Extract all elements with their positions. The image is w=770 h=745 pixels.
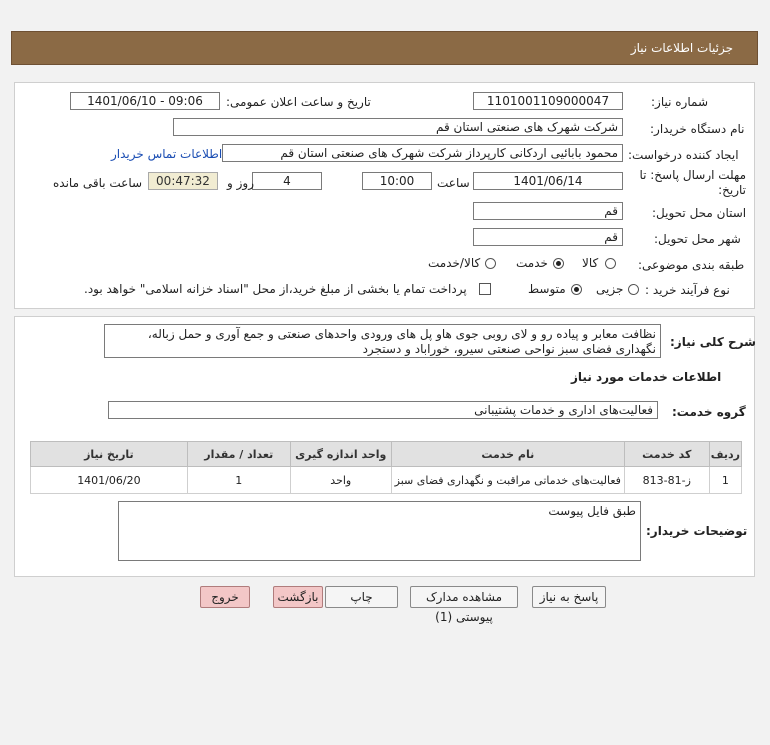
- cell-date: 1401/06/20: [31, 467, 188, 494]
- process-medium-label: متوسط: [528, 282, 566, 296]
- buyer-label: نام دستگاه خریدار:: [650, 122, 745, 136]
- col-code-header: کد خدمت: [624, 442, 709, 467]
- service-group-field: فعالیت‌های اداری و خدمات پشتیبانی: [108, 401, 658, 419]
- col-unit-header: واحد اندازه گیری: [290, 442, 391, 467]
- table-row: [31, 467, 742, 494]
- days-field: 4: [252, 172, 322, 190]
- category-service-label: خدمت: [516, 256, 548, 270]
- category-label: طبقه بندی موضوعی:: [638, 258, 745, 272]
- buyer-contact-link[interactable]: اطلاعات تماس خریدار: [111, 147, 223, 161]
- buyer-notes-text: طبق فایل پیوست: [118, 501, 641, 561]
- category-radio-goods-service[interactable]: [485, 258, 496, 269]
- deadline-time-label: ساعت: [437, 176, 470, 190]
- services-table: [30, 441, 742, 494]
- category-goods-service-label: کالا/خدمت: [428, 256, 481, 270]
- deadline-time-field: 10:00: [362, 172, 432, 190]
- print-button[interactable]: چاپ: [325, 586, 398, 608]
- services-title: اطلاعات خدمات مورد نیاز: [571, 370, 722, 384]
- cell-name: فعالیت‌های خدماتی مراقبت و نگهداری فضای سبز: [391, 467, 624, 494]
- cell-row: 1: [709, 467, 741, 494]
- exit-button[interactable]: خروج: [200, 586, 250, 608]
- days-label: روز و: [227, 176, 254, 190]
- treasury-payment-note: پرداخت تمام یا بخشی از مبلغ خرید،از محل "اسناد خزانه اسلامی" خواهد بود.: [84, 282, 467, 296]
- process-minor-label: جزیی: [596, 282, 624, 296]
- table-header-row: [31, 442, 742, 467]
- process-label: نوع فرآیند خرید :: [645, 283, 730, 297]
- summary-text: نظافت معابر و پیاده رو و لای روبی جوی هاو پل های ورودی واحدهای صنعتی و جمع آوری و حمل زباله، نگهداری فضای سبز نواحی صنعتی سیرو، خوراباد و دستجرد: [104, 324, 661, 358]
- page-header: [11, 31, 758, 65]
- view-attachments-button[interactable]: مشاهده مدارک پیوستی (1): [410, 586, 518, 608]
- buyer-field: شرکت شهرک های صنعتی استان قم: [173, 118, 623, 136]
- delivery-city-field: قم: [473, 228, 623, 246]
- remaining-label: ساعت باقی مانده: [53, 176, 143, 190]
- cell-unit: واحد: [290, 467, 391, 494]
- buyer-notes-label: توضیحات خریدار:: [646, 524, 748, 538]
- cell-qty: 1: [187, 467, 290, 494]
- category-radio-goods[interactable]: [605, 258, 616, 269]
- requester-field: محمود بابائیی اردکانی کارپرداز شرکت شهرک های صنعتی استان قم: [222, 144, 623, 162]
- need-number-label: شماره نیاز:: [651, 95, 708, 109]
- announce-label: تاریخ و ساعت اعلان عمومی:: [226, 95, 371, 109]
- col-name-header: نام خدمت: [391, 442, 624, 467]
- treasury-payment-checkbox[interactable]: [479, 283, 491, 295]
- remaining-time-field: 00:47:32: [148, 172, 218, 190]
- deadline-date-field: 1401/06/14: [473, 172, 623, 190]
- category-goods-label: کالا: [582, 256, 599, 270]
- back-button[interactable]: بازگشت: [273, 586, 323, 608]
- col-row-header: ردیف: [709, 442, 741, 467]
- process-radio-medium[interactable]: [571, 284, 582, 295]
- need-number-field: 1101001109000047: [473, 92, 623, 110]
- process-radio-minor[interactable]: [628, 284, 639, 295]
- summary-label: شرح کلی نیاز:: [670, 335, 756, 349]
- delivery-city-label: شهر محل تحویل:: [654, 232, 741, 246]
- announce-field: 1401/06/10 - 09:06: [70, 92, 220, 110]
- col-qty-header: تعداد / مقدار: [187, 442, 290, 467]
- reply-button[interactable]: پاسخ به نیاز: [532, 586, 606, 608]
- delivery-province-label: استان محل تحویل:: [652, 206, 747, 220]
- service-group-label: گروه خدمت:: [672, 405, 746, 419]
- category-radio-service[interactable]: [553, 258, 564, 269]
- cell-code: ز-81-813: [624, 467, 709, 494]
- requester-label: ایجاد کننده درخواست:: [628, 148, 739, 162]
- deadline-label: مهلت ارسال پاسخ: تا تاریخ:: [639, 168, 746, 197]
- col-date-header: تاریخ نیاز: [31, 442, 188, 467]
- page-title: جزئیات اطلاعات نیاز: [630, 41, 733, 55]
- delivery-province-field: قم: [473, 202, 623, 220]
